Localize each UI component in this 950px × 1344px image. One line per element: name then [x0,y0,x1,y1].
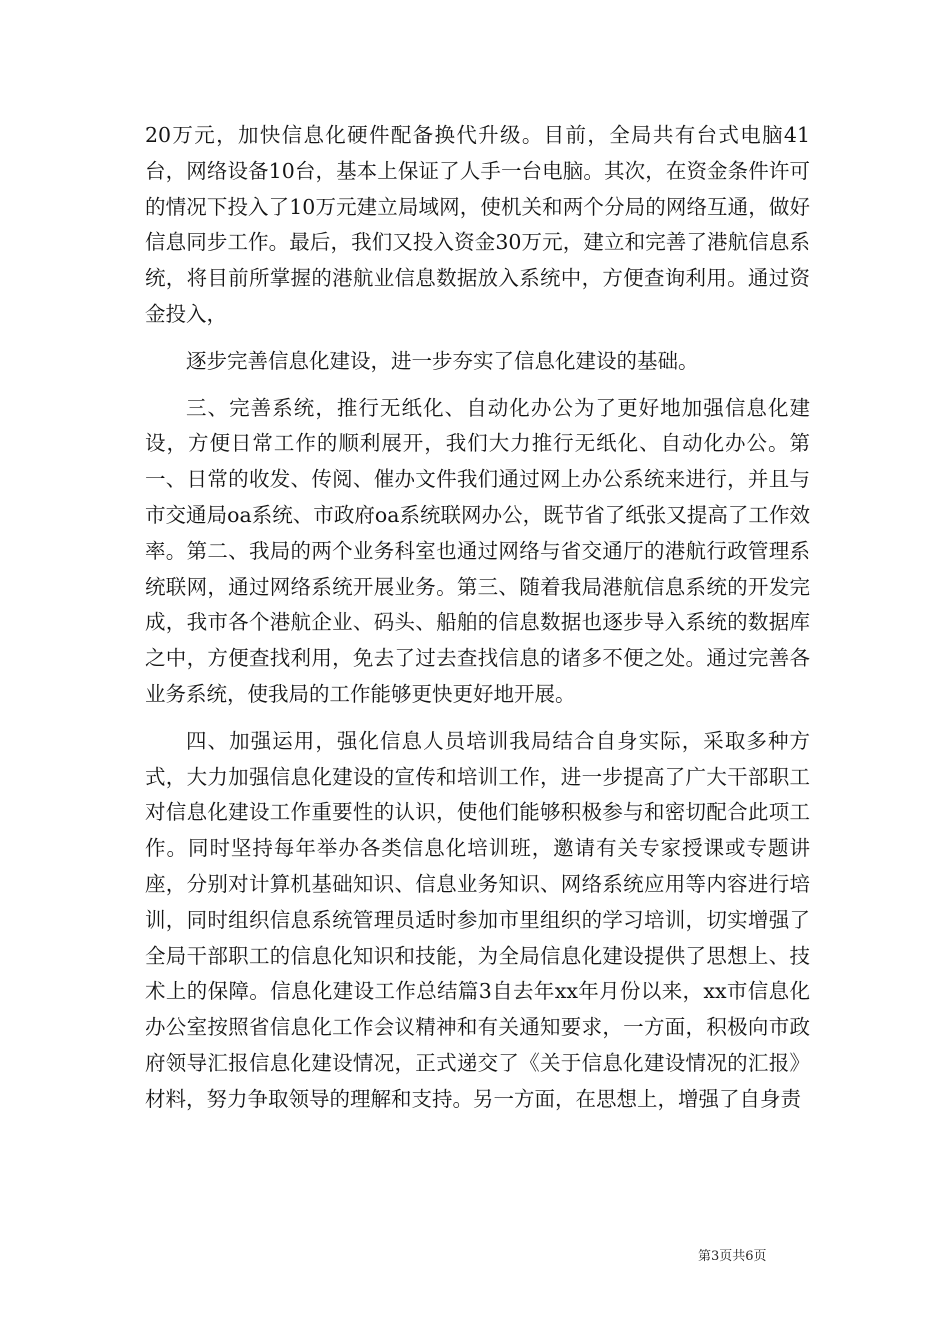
paragraph-funding: 20万元，加快信息化硬件配备换代升级。目前，全局共有台式电脑41台，网络设备10台，基本上保证了人手一台电脑。其次，在资金条件许可的情况下投入了10万元建立局域网，使机关和两个分局的网络互通，做好信息同步工作。最后，我们又投入资金30万元，建立和完善了港航信息系统，将目前所掌握的港航业信息数据放入系统中，方便查询利用。通过资金投入， [145,123,810,326]
paragraph-section-three: 三、完善系统，推行无纸化、自动化办公为了更好地加强信息化建设，方便日常工作的顺利展开，我们大力推行无纸化、自动化办公。第一、日常的收发、传阅、催办文件我们通过网上办公系统来进行，并且与市交通局oa系统、市政府oa系统联网办公，既节省了纸张又提高了工作效率。第二、我局的两个业务科室也通过网络与省交通厅的港航行政管理系统联网，通过网络系统开展业务。第三、随着我局港航信息系统的开发完成，我市各个港航企业、码头、船舶的信息数据也逐步导入系统的数据库之中，方便查找利用，免去了过去查找信息的诸多不便之处。通过完善各业务系统，使我局的工作能够更快更好地开展。 [145,395,810,706]
paragraph-section-four: 四、加强运用，强化信息人员培训我局结合自身实际，采取多种方式，大力加强信息化建设的宣传和培训工作，进一步提高了广大干部职工对信息化建设工作重要性的认识，使他们能够积极参与和密切配合此项工作。同时坚持每年举办各类信息化培训班，邀请有关专家授课或专题讲座，分别对计算机基础知识、信息业务知识、网络系统应用等内容进行培训，同时组织信息系统管理员适时参加市里组织的学习培训，切实增强了全局干部职工的信息化知识和技能，为全局信息化建设提供了思想上、技术上的保障。信息化建设工作总结篇3自去年xx年月份以来，xx市信息化办公室按照省信息化工作会议精神和有关通知要求，一方面，积极向市政府领导汇报信息化建设情况，正式递交了《关于信息化建设情况的汇报》材料，努力争取领导的理解和支持。另一方面，在思想上，增强了自身责 [145,728,810,1111]
page-number: 第3页共6页 [698,1249,767,1264]
paragraph-gap [145,713,810,724]
paragraph-gap [145,333,810,344]
document-body [145,118,810,1118]
paragraph-gap [145,380,810,391]
paragraph-foundation: 逐步完善信息化建设，进一步夯实了信息化建设的基础。 [186,348,699,373]
